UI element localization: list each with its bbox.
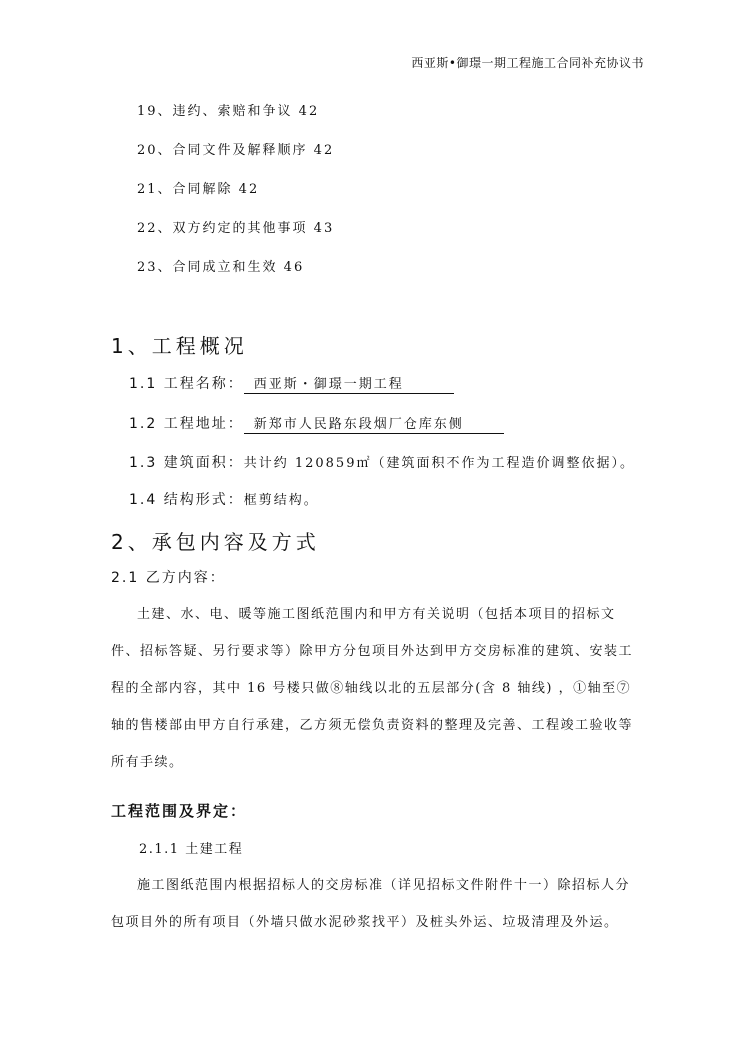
project-address-label: 1.2 工程地址： [129, 416, 244, 432]
project-address-value: 新郑市人民路东段烟厂仓库东侧 [244, 413, 504, 434]
section-2-1-title [111, 567, 226, 587]
building-area-value: 共计约 120859㎡（建筑面积不作为工程造价调整依据）。 [243, 456, 635, 471]
project-name-label: 1.1 工程名称： [129, 376, 244, 392]
project-name-value: 西亚斯・御璟一期工程 [244, 373, 454, 394]
section-2-1-label: 2.1 乙方内容： [111, 570, 226, 586]
page-header: 西亚斯•御璟一期工程施工合同补充协议书 [411, 56, 644, 70]
toc-entry: 19、违约、索赔和争议 42 [137, 104, 320, 119]
structure-value: 框剪结构。 [243, 493, 319, 508]
toc-entry: 22、双方约定的其他事项 43 [137, 221, 335, 236]
building-area-row [129, 452, 635, 472]
civil-works-paragraph: 施工图纸范围内根据招标人的交房标准（详见招标文件附件十一）除招标人分包项目外的所有项目（外墙只做水泥砂浆找平）及桩头外运、垃圾清理及外运。 [111, 878, 631, 930]
section-2-title: 2、承包内容及方式 [111, 530, 320, 554]
structure-label: 1.4 结构形式： [129, 492, 244, 508]
toc-entry: 23、合同成立和生效 46 [137, 260, 305, 275]
building-area-label: 1.3 建筑面积： [129, 455, 244, 471]
project-address-row [129, 413, 504, 434]
toc-entry: 21、合同解除 42 [137, 182, 260, 197]
structure-row [129, 489, 319, 509]
scope-paragraph: 土建、水、电、暖等施工图纸范围内和甲方有关说明（包括本项目的招标文件、招标答疑、另行要求等）除甲方分包项目外达到甲方交房标准的建筑、安装工程的全部内容，其中 16 号楼只做⑧轴线以北的五层部分(含 8 轴线) ，①轴至⑦轴的售楼部由甲方自行承建，乙方须无偿负责资料的整理及完善、工程竣工验收等所有手续。 [111, 607, 634, 770]
scope-definition-title: 工程范围及界定： [111, 802, 248, 820]
toc-entry: 20、合同文件及解释顺序 42 [137, 143, 335, 158]
project-name-row [129, 373, 454, 394]
section-1-title: 1、工程概况 [111, 334, 248, 358]
civil-works-title: 2.1.1 土建工程 [139, 842, 244, 857]
